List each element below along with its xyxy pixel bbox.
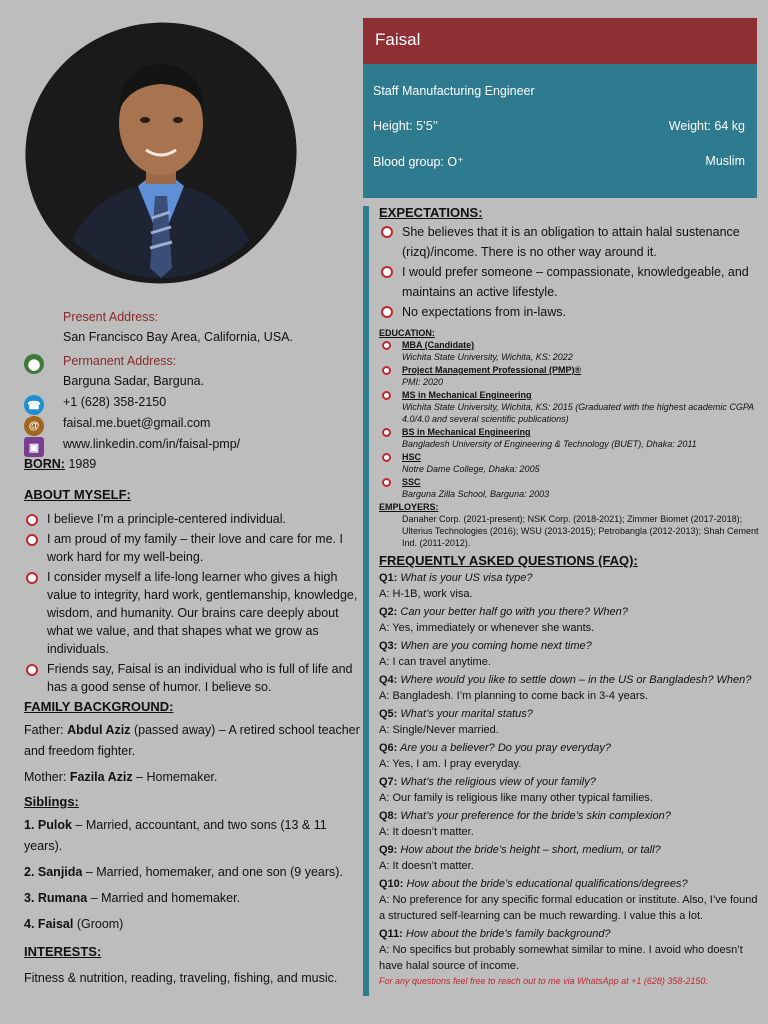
faq-question: Q1: What is your US visa type? [379,572,533,584]
name-banner [363,18,757,64]
expectation-item: I would prefer someone – compassionate, knowledgeable, and maintains an active lifestyle. [379,262,764,302]
faq-question: Q2: Can your better half go with you there? When? [379,606,628,618]
education-item: SSC Barguna Zilla School, Barguna: 2003 [379,476,764,500]
faq-item [379,638,764,670]
about-heading: ABOUT MYSELF: [24,487,131,502]
education-item: BS in Mechanical Engineering Bangladesh University of Engineering & Technology (BUET), Dhaka: 2011 [379,426,764,450]
blood-group-text: Blood group: O⁺ [373,155,464,169]
employers-heading: EMPLOYERS: [379,502,439,512]
about-item: I am proud of my family – their love and care for me. I work hard for my well-being. [24,530,360,566]
interests-text: Fitness & nutrition, reading, traveling, fishing, and music. [24,971,338,985]
education-list [379,339,764,500]
faq-answer: A: Yes, I am. I pray everyday. [379,758,522,770]
born-line [24,455,360,473]
email-address[interactable]: faisal.me.buet@gmail.com [63,416,211,430]
mother-name: Fazila Aziz [69,770,133,784]
employers-text: Danaher Corp. (2021-present); NSK Corp. (2018-2021); Zimmer Biomet (2017-2018); Ulterius Technologies (2016); WSU (2013-2015); Petrobangla (2012-2013); Shah Cement Ind. (2011-2012). [402,514,759,548]
faq-item [379,876,764,924]
born-value: 1989 [68,457,97,471]
expectation-item: No expectations from in-laws. [379,302,764,322]
sibling-item: 1. Pulok – Married, accountant, and two sons (13 & 11 years). [24,818,327,853]
weight-text: Weight: 64 kg [668,119,745,133]
about-item: I consider myself a life-long learner who gives a high value to integrity, hard work, gentlemanship, knowledge, wisdom, and humanity. Our brains care deeply about what we value, and that shapes what we grow as individuals. [24,568,360,658]
faq-answer: A: No specifics but probably somewhat similar to mine. I avoid who doesn’t have halal source of income. [379,944,743,972]
contact-section [24,310,354,457]
faq-item [379,604,764,636]
family-heading: FAMILY BACKGROUND: [24,699,174,714]
father-line: Father: Abdul Aziz (passed away) – A retired school teacher and freedom fighter. [24,723,360,758]
education-item: MS in Mechanical Engineering Wichita State University, Wichita, KS: 2015 (Graduated with the highest academic CGPA 4.0/4.0 and several scientific publications) [379,389,764,425]
faq-question: Q6: Are you a believer? Do you pray everyday? [379,742,611,754]
faq-question: Q4: Where would you like to settle down – in the US or Bangladesh? When? [379,674,752,686]
faq-question: Q9: How about the bride’s height – short, medium, or tall? [379,844,661,856]
father-name: Abdul Aziz [67,723,131,737]
present-address-label: Present Address: [63,310,159,324]
permanent-address-label: Permanent Address: [63,354,177,368]
faq-list [379,570,764,974]
faq-item [379,706,764,738]
faq-answer: A: No preference for any specific formal education or institute. Also, I’ve found a structured self-learning can be much rewarding. I value this a lot. [379,894,758,922]
whatsapp-note: For any questions feel free to reach out to me via WhatsApp at +1 (628) 358-2150. [379,976,708,986]
education-item: MBA (Candidate) Wichita State University, Wichita, KS: 2022 [379,339,764,363]
profile-photo-frame [28,20,294,286]
faq-answer: A: I can travel anytime. [379,656,491,668]
faq-heading: FREQUENTLY ASKED QUESTIONS (FAQ): [379,553,638,568]
profile-photo [38,28,284,278]
faq-item [379,570,764,602]
faq-question: Q11: How about the bride’s family background? [379,928,611,940]
phone-icon: ☎ [24,395,44,415]
faq-question: Q7: What’s the religious view of your family? [379,776,596,788]
mother-line: Mother: Fazila Aziz – Homemaker. [24,770,218,784]
linkedin-briefcase-icon: ▣ [24,437,44,457]
faq-question: Q3: When are you coming home next time? [379,640,592,652]
interests-heading: INTERESTS: [24,944,102,959]
expectations-heading: EXPECTATIONS: [379,205,483,220]
expectations-list [379,222,764,322]
linkedin-url[interactable]: www.linkedin.com/in/faisal-pmp/ [63,437,241,451]
faq-item [379,774,764,806]
divider-bar [363,206,369,996]
sibling-item: 4. Faisal (Groom) [24,917,124,931]
sibling-item: 3. Rumana – Married and homemaker. [24,891,241,905]
faq-item [379,740,764,772]
faq-answer: A: Yes, immediately or whenever she wants. [379,622,595,634]
faq-question: Q8: What’s your preference for the bride’s skin complexion? [379,810,671,822]
faq-answer: A: It doesn’t matter. [379,860,474,872]
info-box [363,64,757,198]
phone-number[interactable]: +1 (628) 358-2150 [63,395,167,409]
expectation-item: She believes that it is an obligation to attain halal sustenance (rizq)/income. There is no other way around it. [379,222,764,262]
about-item: I believe I’m a principle-centered individual. [24,510,360,528]
faq-answer: A: Single/Never married. [379,724,499,736]
full-name: Faisal [375,30,421,49]
education-heading: EDUCATION: [379,328,435,338]
religion-text: Muslim [705,154,745,168]
faq-item [379,672,764,704]
present-address-value: San Francisco Bay Area, California, USA. [63,330,293,344]
job-title: Staff Manufacturing Engineer [373,84,535,98]
location-icon: ⬤ [24,354,44,374]
faq-answer: A: Our family is religious like many other typical families. [379,792,653,804]
faq-question: Q10: How about the bride’s educational qualifications/degrees? [379,878,688,890]
born-label: BORN: [24,457,65,471]
email-icon: @ [24,416,44,436]
faq-answer: A: It doesn’t matter. [379,826,474,838]
faq-answer: A: H-1B, work visa. [379,588,473,600]
siblings-heading: Siblings: [24,794,79,809]
left-column [24,455,360,987]
faq-item [379,926,764,974]
education-item: HSC Notre Dame College, Dhaka: 2005 [379,451,764,475]
faq-answer: A: Bangladesh. I’m planning to come back in 3-4 years. [379,690,649,702]
education-item: Project Management Professional (PMP)® PMI: 2020 [379,364,764,388]
faq-item [379,842,764,874]
faq-item [379,808,764,840]
faq-question: Q5: What’s your marital status? [379,708,533,720]
height-text: Height: 5’5’’ [373,119,439,133]
sibling-item: 2. Sanjida – Married, homemaker, and one son (9 years). [24,865,343,879]
right-column [379,205,764,986]
about-list [24,510,360,696]
about-item: Friends say, Faisal is an individual who is full of life and has a good sense of humor. I believe so. [24,660,360,696]
permanent-address-value: Barguna Sadar, Barguna. [63,374,205,388]
